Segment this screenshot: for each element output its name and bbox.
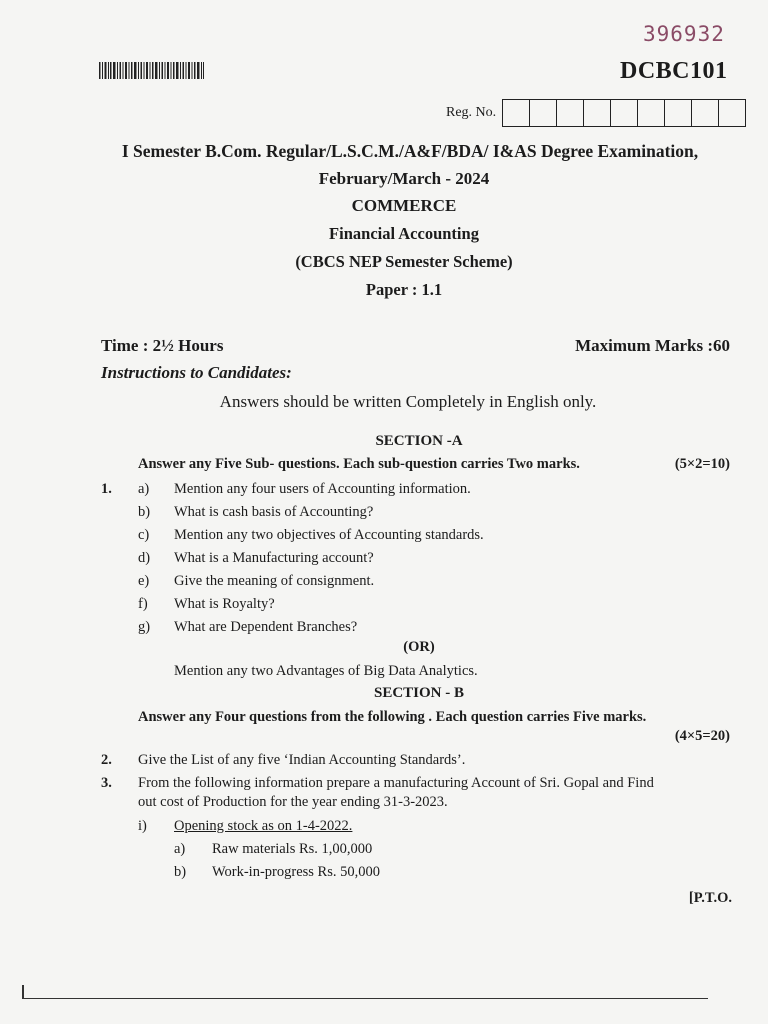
- subquestion-text: Mention any four users of Accounting information.: [174, 481, 471, 497]
- paper-number: Paper : 1.1: [365, 280, 443, 299]
- subquestion-label: e): [138, 573, 150, 589]
- reg-no-boxes: [502, 99, 746, 127]
- item-label: a): [174, 841, 186, 857]
- section-b-marks: (4×5=20): [674, 728, 730, 744]
- bottom-rule: [22, 998, 708, 999]
- corner-mark: [22, 985, 24, 999]
- question-number: 3.: [101, 775, 112, 791]
- subquestion-label: f): [138, 596, 148, 612]
- item-label: b): [174, 864, 187, 880]
- section-a-marks: (5×2=10): [674, 456, 730, 472]
- maximum-marks: Maximum Marks :60: [575, 336, 730, 355]
- question-number: 2.: [101, 752, 112, 768]
- subquestion-label: c): [138, 527, 150, 543]
- section-b-title: SECTION - B: [373, 685, 465, 701]
- reg-no-label: Reg. No.: [446, 105, 497, 120]
- subquestion-label: b): [138, 504, 151, 520]
- reg-no-box: [665, 100, 692, 126]
- item-text: Raw materials Rs. 1,00,000: [212, 841, 373, 857]
- reg-no-box: [719, 100, 745, 126]
- section-a-title: SECTION -A: [375, 433, 463, 449]
- or-question: Mention any two Advantages of Big Data Analytics.: [174, 663, 478, 679]
- pto-label: [P.T.O.: [688, 890, 732, 906]
- exam-title: I Semester B.Com. Regular/L.S.C.M./A&F/BDA/ I&AS Degree Examination,: [121, 141, 699, 161]
- part-heading: Opening stock as on 1-4-2022.: [174, 818, 353, 834]
- subquestion-label: a): [138, 481, 150, 497]
- reg-no-field: [446, 98, 746, 128]
- question-text: From the following information prepare a manufacturing Account of Sri. Gopal and Find: [138, 775, 654, 791]
- course-title: Financial Accounting: [329, 224, 479, 243]
- item-text: Work-in-progress Rs. 50,000: [212, 864, 380, 880]
- section-a-instruction: Answer any Five Sub- questions. Each sub-question carries Two marks.: [138, 456, 580, 472]
- time-allowed: Time : 2½ Hours: [101, 336, 224, 355]
- paper-code: DCBC101: [620, 58, 728, 84]
- serial-number: 396932: [643, 22, 725, 46]
- reg-no-box: [530, 100, 557, 126]
- subject-title: COMMERCE: [351, 196, 457, 215]
- subquestion-label: g): [138, 619, 151, 635]
- reg-no-box: [503, 100, 530, 126]
- subquestion-text: What is Royalty?: [174, 596, 275, 612]
- subquestion-text: Mention any two objectives of Accounting standards.: [174, 527, 484, 543]
- section-b-instruction: Answer any Four questions from the following . Each question carries Five marks.: [138, 709, 647, 725]
- reg-no-box: [638, 100, 665, 126]
- reg-no-box: [692, 100, 719, 126]
- question-text-continued: out cost of Production for the year ending 31-3-2023.: [138, 794, 448, 810]
- question-text: Give the List of any five ‘Indian Accounting Standards’.: [138, 752, 466, 768]
- part-label: i): [138, 818, 147, 834]
- subquestion-label: d): [138, 550, 151, 566]
- instructions-heading: Instructions to Candidates:: [101, 363, 292, 382]
- reg-no-box: [611, 100, 638, 126]
- subquestion-text: What is cash basis of Accounting?: [174, 504, 374, 520]
- scheme-title: (CBCS NEP Semester Scheme): [295, 252, 513, 271]
- instructions-text: Answers should be written Completely in English only.: [219, 392, 597, 411]
- subquestion-text: What are Dependent Branches?: [174, 619, 358, 635]
- subquestion-text: What is a Manufacturing account?: [174, 550, 374, 566]
- exam-session: February/March - 2024: [318, 169, 490, 188]
- barcode-image: [99, 62, 204, 79]
- reg-no-box: [557, 100, 584, 126]
- or-divider: (OR): [403, 639, 435, 655]
- question-number: 1.: [101, 481, 112, 497]
- subquestion-text: Give the meaning of consignment.: [174, 573, 375, 589]
- reg-no-box: [584, 100, 611, 126]
